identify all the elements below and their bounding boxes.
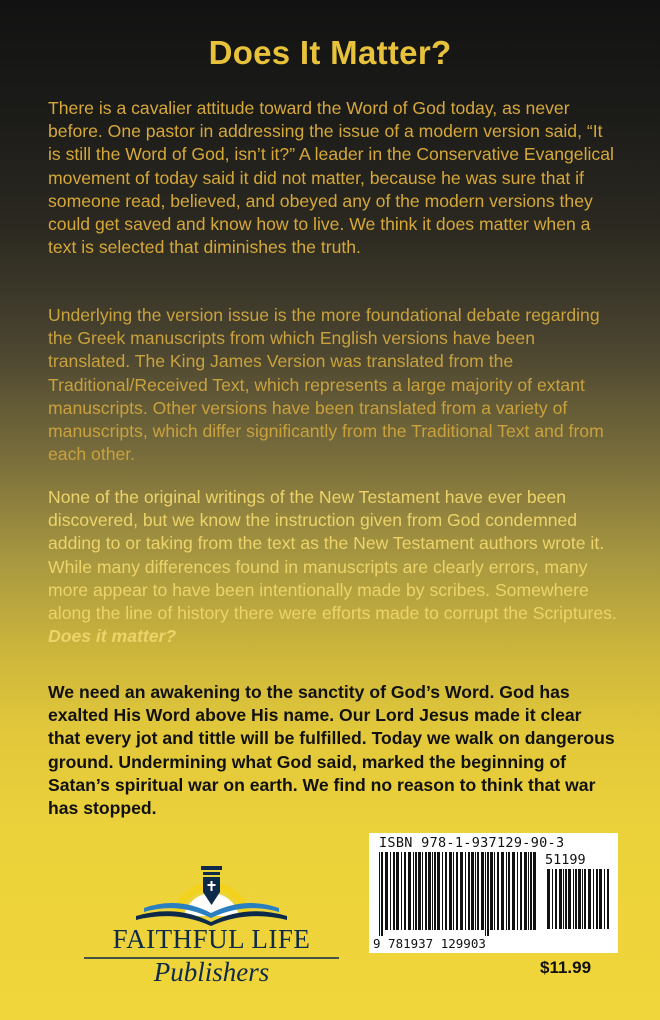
barcode-bar: [434, 852, 436, 930]
barcode-bar: [381, 852, 383, 936]
barcode-bar: [575, 869, 577, 929]
barcode-bar: [563, 869, 564, 929]
barcode-bar: [442, 852, 443, 930]
barcode-bar: [582, 869, 583, 929]
barcode-bar: [393, 852, 395, 930]
barcode-bar: [415, 852, 417, 930]
barcode-bar: [422, 852, 423, 930]
barcode-bar: [477, 852, 479, 930]
barcode-bar: [506, 852, 507, 930]
barcode-bar: [453, 852, 454, 930]
barcode-bar: [428, 852, 431, 930]
barcode-bar: [471, 852, 474, 930]
barcode-bar: [512, 852, 515, 930]
barcode-bar: [468, 852, 470, 930]
barcode-bar: [578, 869, 581, 929]
barcode-bar: [533, 852, 536, 930]
paragraph-1: There is a cavalier attitude toward the Word of God today, as never before. One pastor in addressing the issue of a modern version said, “It is still the Word of God, isn’t it?” A leader in the Conservative Evangelical movement of today said it did not matter, because he was sure that if someone read, believed, and obeyed any of the modern versions they could get saved and know how to live. We think it does matter when a text is selected that diminishes the truth.: [48, 98, 614, 258]
barcode-bar: [465, 852, 466, 930]
barcode-bar: [396, 852, 399, 930]
barcode-bar: [547, 869, 550, 929]
barcode-bar: [555, 869, 557, 929]
barcode-bar: [593, 869, 594, 929]
isbn-barcode: [369, 833, 618, 953]
barcode-bar: [565, 869, 567, 929]
barcode-digits: 9 781937 129903: [373, 936, 486, 951]
paragraph-3-emphasis: Does it matter?: [48, 626, 177, 647]
barcode-bar: [449, 852, 452, 930]
barcode-bar: [596, 869, 598, 929]
pen-book-icon: [74, 858, 349, 928]
barcode-bar: [568, 869, 571, 929]
barcode-bar: [385, 852, 388, 930]
barcode-bar: [490, 852, 493, 930]
paragraph-2: Underlying the version issue is the more foundational debate regarding the Greek manuscripts from which English versions have been translated. The King James Version was translated from the Traditional/Received Text, which represents a large majority of extant manuscripts. Other versions have been translated from a variety of manuscripts, which differ significantly from the Traditional Text and from each other.: [48, 305, 604, 465]
barcode-bar: [379, 852, 380, 936]
barcode-bar: [497, 852, 499, 930]
barcode-bar: [573, 869, 574, 929]
paragraph-3: [48, 486, 618, 648]
main-barcode-bars: [377, 852, 541, 936]
barcode-bar: [487, 852, 489, 936]
paragraph-3-text: None of the original writings of the New Testament have ever been discovered, but we know the instruction given from God condemned adding to or taking from the text as the New Testament authors wrote it. While many differences found in manuscripts are clearly errors, many more appear to have been intentionally made by scribes. Somewhere along the line of history there were efforts made to corrupt the Scriptures.: [48, 487, 617, 624]
barcode-bar: [528, 852, 529, 930]
publisher-subtitle: Publishers: [153, 957, 270, 987]
barcode-bar: [520, 852, 522, 930]
paragraph-4: We need an awakening to the sanctity of God’s Word. God has exalted His Word above His name. Our Lord Jesus made it clear that every jot and tittle will be fulfilled. Today we walk on dangerous ground. Undermining what God said, marked the beginning of Satan’s spiritual war on earth. We find no reason to think that war has stopped.: [48, 682, 615, 819]
barcode-bar: [408, 852, 411, 930]
barcode-bar: [559, 869, 562, 929]
publisher-name: FAITHFUL LIFE: [112, 924, 311, 954]
barcode-bar: [599, 869, 602, 929]
barcode-bar: [404, 852, 406, 930]
barcode-bar: [390, 852, 391, 930]
cover-title: Does It Matter?: [208, 34, 452, 71]
barcode-bar: [584, 869, 586, 929]
isbn-label: ISBN 978-1-937129-90-3: [379, 835, 565, 851]
barcode-bar: [501, 852, 504, 930]
barcode-bar: [456, 852, 458, 930]
barcode-bar: [437, 852, 440, 930]
barcode-bar: [517, 852, 518, 930]
price-label: $11.99: [540, 958, 592, 977]
barcode-bar: [530, 852, 532, 930]
barcode-bar: [475, 852, 476, 930]
barcode-bar: [494, 852, 495, 930]
barcode-bar: [552, 869, 553, 929]
barcode-bar: [445, 852, 447, 930]
barcode-bar: [604, 869, 605, 929]
barcode-bar: [588, 869, 591, 929]
barcode-bar: [425, 852, 427, 930]
barcode-bar: [508, 852, 510, 930]
addon-barcode-bars: [545, 869, 611, 935]
price-code-label: 51199: [545, 852, 586, 868]
barcode-bar: [460, 852, 463, 930]
barcode-bar: [607, 869, 609, 929]
barcode-bar: [481, 852, 484, 930]
barcode-bar: [413, 852, 414, 930]
barcode-bar: [485, 852, 486, 936]
barcode-bar: [418, 852, 421, 930]
publisher-logo: [74, 858, 349, 1008]
barcode-bar: [432, 852, 433, 930]
barcode-bar: [524, 852, 527, 930]
barcode-bar: [401, 852, 402, 930]
